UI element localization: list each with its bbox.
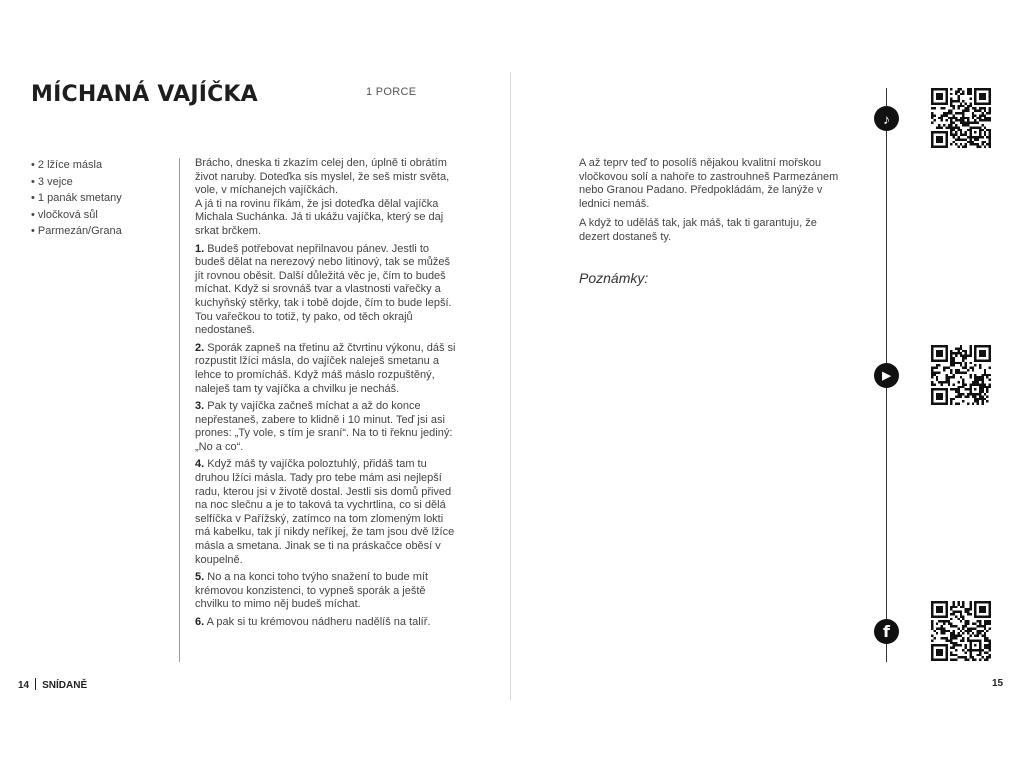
portions-label: 1 PORCE xyxy=(366,86,417,98)
paragraph: A když to uděláš tak, jak máš, tak ti garantuju, že dezert dostaneš ty. xyxy=(579,217,817,243)
tiktok-icon[interactable]: ♪ xyxy=(874,106,899,131)
step xyxy=(195,616,460,630)
intro-paragraph xyxy=(195,157,460,239)
ingredient-item: • 1 panák smetany xyxy=(31,190,122,207)
step-text: Sporák zapneš na třetinu až čtvrtinu výkonu, dáš si rozpustit lžíci másla, do vajíček naleješ smetanu a lehce to promícháš. Když máš máslo rozpuštěný, naleješ tam ty vajíčka a chvilku je necháš. xyxy=(195,341,456,395)
step-number: 4. xyxy=(195,458,205,471)
step-number: 1. xyxy=(195,242,205,255)
column-divider xyxy=(179,158,180,662)
step-text: Budeš potřebovat nepřilnavou pánev. Jestli to budeš dělat na nerezový nebo litinový, tak se můžeš jít rovnou oběsit. Další důležitá věc je, čím to budeš míchat. Když si srovnáš tvar a vlastnosti vařečky a kuchyňský stěrky, tak i tobě dojde, čím to bude lepší. Tou vařečkou to totiž, ty pako, od těch okrajů nedostaneš. xyxy=(195,242,452,337)
ingredient-item: • 3 vejce xyxy=(31,174,122,191)
step-number: 5. xyxy=(195,571,205,584)
page-number: 14 xyxy=(18,680,30,691)
notes-heading: Poznámky: xyxy=(579,270,649,286)
step-number: 2. xyxy=(195,341,205,354)
intro-text: A já ti na rovinu říkám, že jsi doteďka dělal vajíčka Michala Suchánka. Já ti ukážu vajíčka, který se daj srkat brčkem. xyxy=(195,197,444,237)
page-gutter xyxy=(510,72,511,700)
section-name: SNÍDANĚ xyxy=(42,680,88,691)
footer-separator xyxy=(35,678,36,690)
ingredient-item: • 2 lžíce másla xyxy=(31,157,122,174)
paragraph: A až teprv teď to posolíš nějakou kvalitní mořskou vločkovou solí a nahoře to zastrouhneš Parmezánem nebo Granou Padano. Předpokládám, že lanýže v lednici nemáš. xyxy=(579,157,839,210)
left-footer xyxy=(18,678,87,691)
step xyxy=(195,243,460,338)
step xyxy=(195,400,460,454)
step-text: A pak si tu krémovou nádheru nadělíš na talíř. xyxy=(206,616,431,628)
right-page-text xyxy=(579,157,849,251)
step-text: Pak ty vajíčka začneš míchat a až do konce nepřestaneš, zabere to klidně i 10 minut. Teď jsi asi prones: „Ty vole, s tím je sraní“. Na to ti řeknu jediný: „No a co“. xyxy=(195,400,453,453)
qr-code-tiktok[interactable] xyxy=(931,88,991,148)
page-number: 15 xyxy=(992,678,1004,689)
ingredient-item: • vločková sůl xyxy=(31,207,122,224)
step xyxy=(195,342,460,396)
step xyxy=(195,571,460,612)
step-number: 6. xyxy=(195,616,205,628)
intro-text: Brácho, dneska ti zkazím celej den, úplně ti obrátím život naruby. Doteďka sis myslel, že seš mistr světa, vole, v míchanejch vajíčkách. xyxy=(195,157,450,197)
facebook-icon[interactable]: f xyxy=(874,619,899,644)
youtube-icon[interactable]: ▶ xyxy=(874,363,899,388)
recipe-steps xyxy=(195,157,460,634)
step xyxy=(195,458,460,567)
qr-code-facebook[interactable] xyxy=(931,601,991,661)
step-number: 3. xyxy=(195,400,205,413)
ingredient-item: • Parmezán/Grana xyxy=(31,223,122,240)
qr-code-youtube[interactable] xyxy=(931,345,991,405)
ingredient-list xyxy=(31,157,122,240)
recipe-title: MÍCHANÁ VAJÍČKA xyxy=(31,82,258,107)
step-text: Když máš ty vajíčka poloztuhlý, přidáš tam tu druhou lžíci másla. Tady pro tebe mám asi nejlepší radu, kterou jsi v životě dostal. Jestli sis domů přived na noc slečnu a je to taková ta vychrtlina, co si dělá selfíčka v Pařížský, zatímco na tom zlomeným lokti má kabelku, tak jí nikdy neříkej, že tam jsou dvě lžíce másla a smetana. Jinak se ti na práskačce oběsí v koupelně. xyxy=(195,458,455,566)
step-text: No a na konci toho tvýho snažení to bude mít krémovou konzistenci, to vypneš sporák a ještě chvilku to mimo něj budeš míchat. xyxy=(195,571,428,611)
